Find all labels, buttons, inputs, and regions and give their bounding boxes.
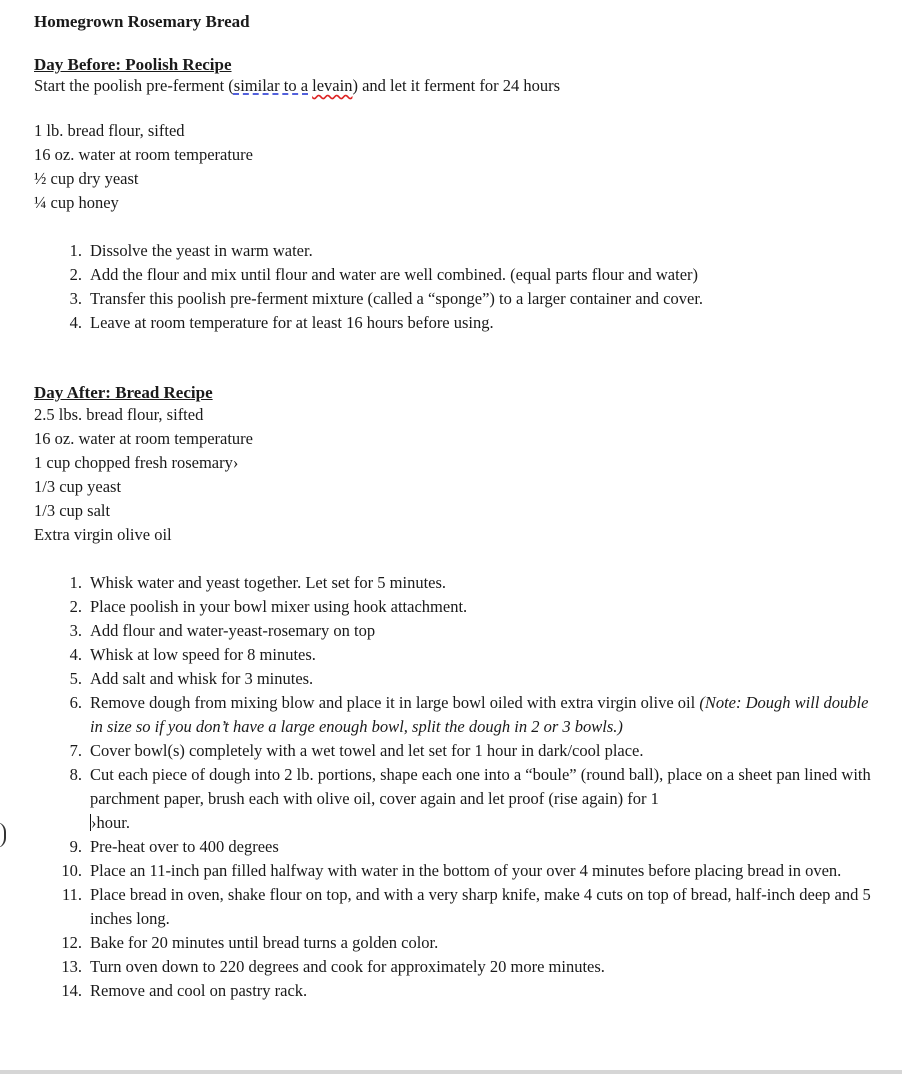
margin-marker (0, 822, 6, 848)
ingredient-line: 1 lb. bread flour, sifted (34, 121, 185, 140)
list-item: 14. Remove and cool on pastry rack. (61, 981, 308, 1000)
ingredient-line: ¼ cup honey (34, 193, 119, 212)
poolish-intro: Start the poolish pre-ferment (similar to a levain) and let it ferment for 24 hours (34, 76, 561, 95)
list-item: 5. Add salt and whisk for 3 minutes. (69, 669, 314, 688)
list-item: 1. Whisk water and yeast together. Let set for 5 minutes. (69, 573, 447, 592)
list-item: 1. Dissolve the yeast in warm water. (69, 241, 313, 260)
document-page[interactable] (34, 12, 874, 1003)
ingredient-line: Extra virgin olive oil (34, 525, 172, 544)
bread-steps (34, 571, 874, 1003)
list-item: 2. Place poolish in your bowl mixer using hook attachment. (69, 597, 468, 616)
ingredient-line: 16 oz. water at room temperature (34, 429, 253, 448)
list-item: 4. Leave at room temperature for at least 16 hours before using. (69, 313, 494, 332)
ingredient-line: ½ cup dry yeast (34, 169, 139, 188)
grammar-flag[interactable]: similar to a (233, 76, 309, 95)
bread-ingredients (34, 403, 874, 547)
list-item: 10. Place an 11-inch pan filled halfway with water in the bottom of your over 4 minutes before placing bread in oven. (61, 861, 842, 880)
list-item: 7. Cover bowl(s) completely with a wet towel and let set for 1 hour in dark/cool place. (69, 741, 644, 760)
list-item: 13. Turn oven down to 220 degrees and cook for approximately 20 more minutes. (61, 957, 605, 976)
list-item: 3. Transfer this poolish pre-ferment mixture (called a “sponge”) to a larger container and cover. (69, 289, 704, 308)
list-item: 8. Cut each piece of dough into 2 lb. portions, shape each one into a “boule” (round ball), place on a sheet pan lined with parchment paper, brush each with olive oil, cover again and let proof (rise again) for 1 ›hour. (69, 765, 871, 832)
list-item: 3. Add flour and water-yeast-rosemary on top (69, 621, 376, 640)
ingredient-line: 1/3 cup salt (34, 501, 111, 520)
list-item: 2. Add the flour and mix until flour and water are well combined. (equal parts flour and water) (69, 265, 699, 284)
list-item: 9. Pre-heat over to 400 degrees (69, 837, 279, 856)
ingredient-line: 2.5 lbs. bread flour, sifted (34, 405, 204, 424)
bread-heading: Day After: Bread Recipe (34, 383, 213, 402)
ingredient-line: 16 oz. water at room temperature (34, 145, 253, 164)
poolish-steps (34, 239, 874, 335)
spelling-flag[interactable]: levain (312, 76, 353, 95)
ingredient-line: 1 cup chopped fresh rosemary› (34, 453, 239, 472)
ingredient-line: 1/3 cup yeast (34, 477, 122, 496)
step-note: (Note: Dough will double in size so if you don’t have a large enough bowl, split the dough in 2 or 3 bowls.) (90, 693, 869, 736)
list-item: 12. Bake for 20 minutes until bread turns a golden color. (61, 933, 439, 952)
list-item: 4. Whisk at low speed for 8 minutes. (69, 645, 316, 664)
page-bottom-border (0, 1070, 902, 1074)
list-item: 6. Remove dough from mixing blow and place it in large bowl oiled with extra virgin olive oil (Note: Dough will double in size so if you don’t have a large enough bowl, split the dough in 2 or 3 bowls.) (69, 693, 869, 736)
poolish-ingredients (34, 119, 874, 215)
list-item: 11. Place bread in oven, shake flour on top, and with a very sharp knife, make 4 cuts on top of bread, half-inch deep and 5 inches long. (61, 885, 871, 928)
document-title: Homegrown Rosemary Bread (34, 12, 250, 31)
poolish-heading: Day Before: Poolish Recipe (34, 55, 232, 74)
